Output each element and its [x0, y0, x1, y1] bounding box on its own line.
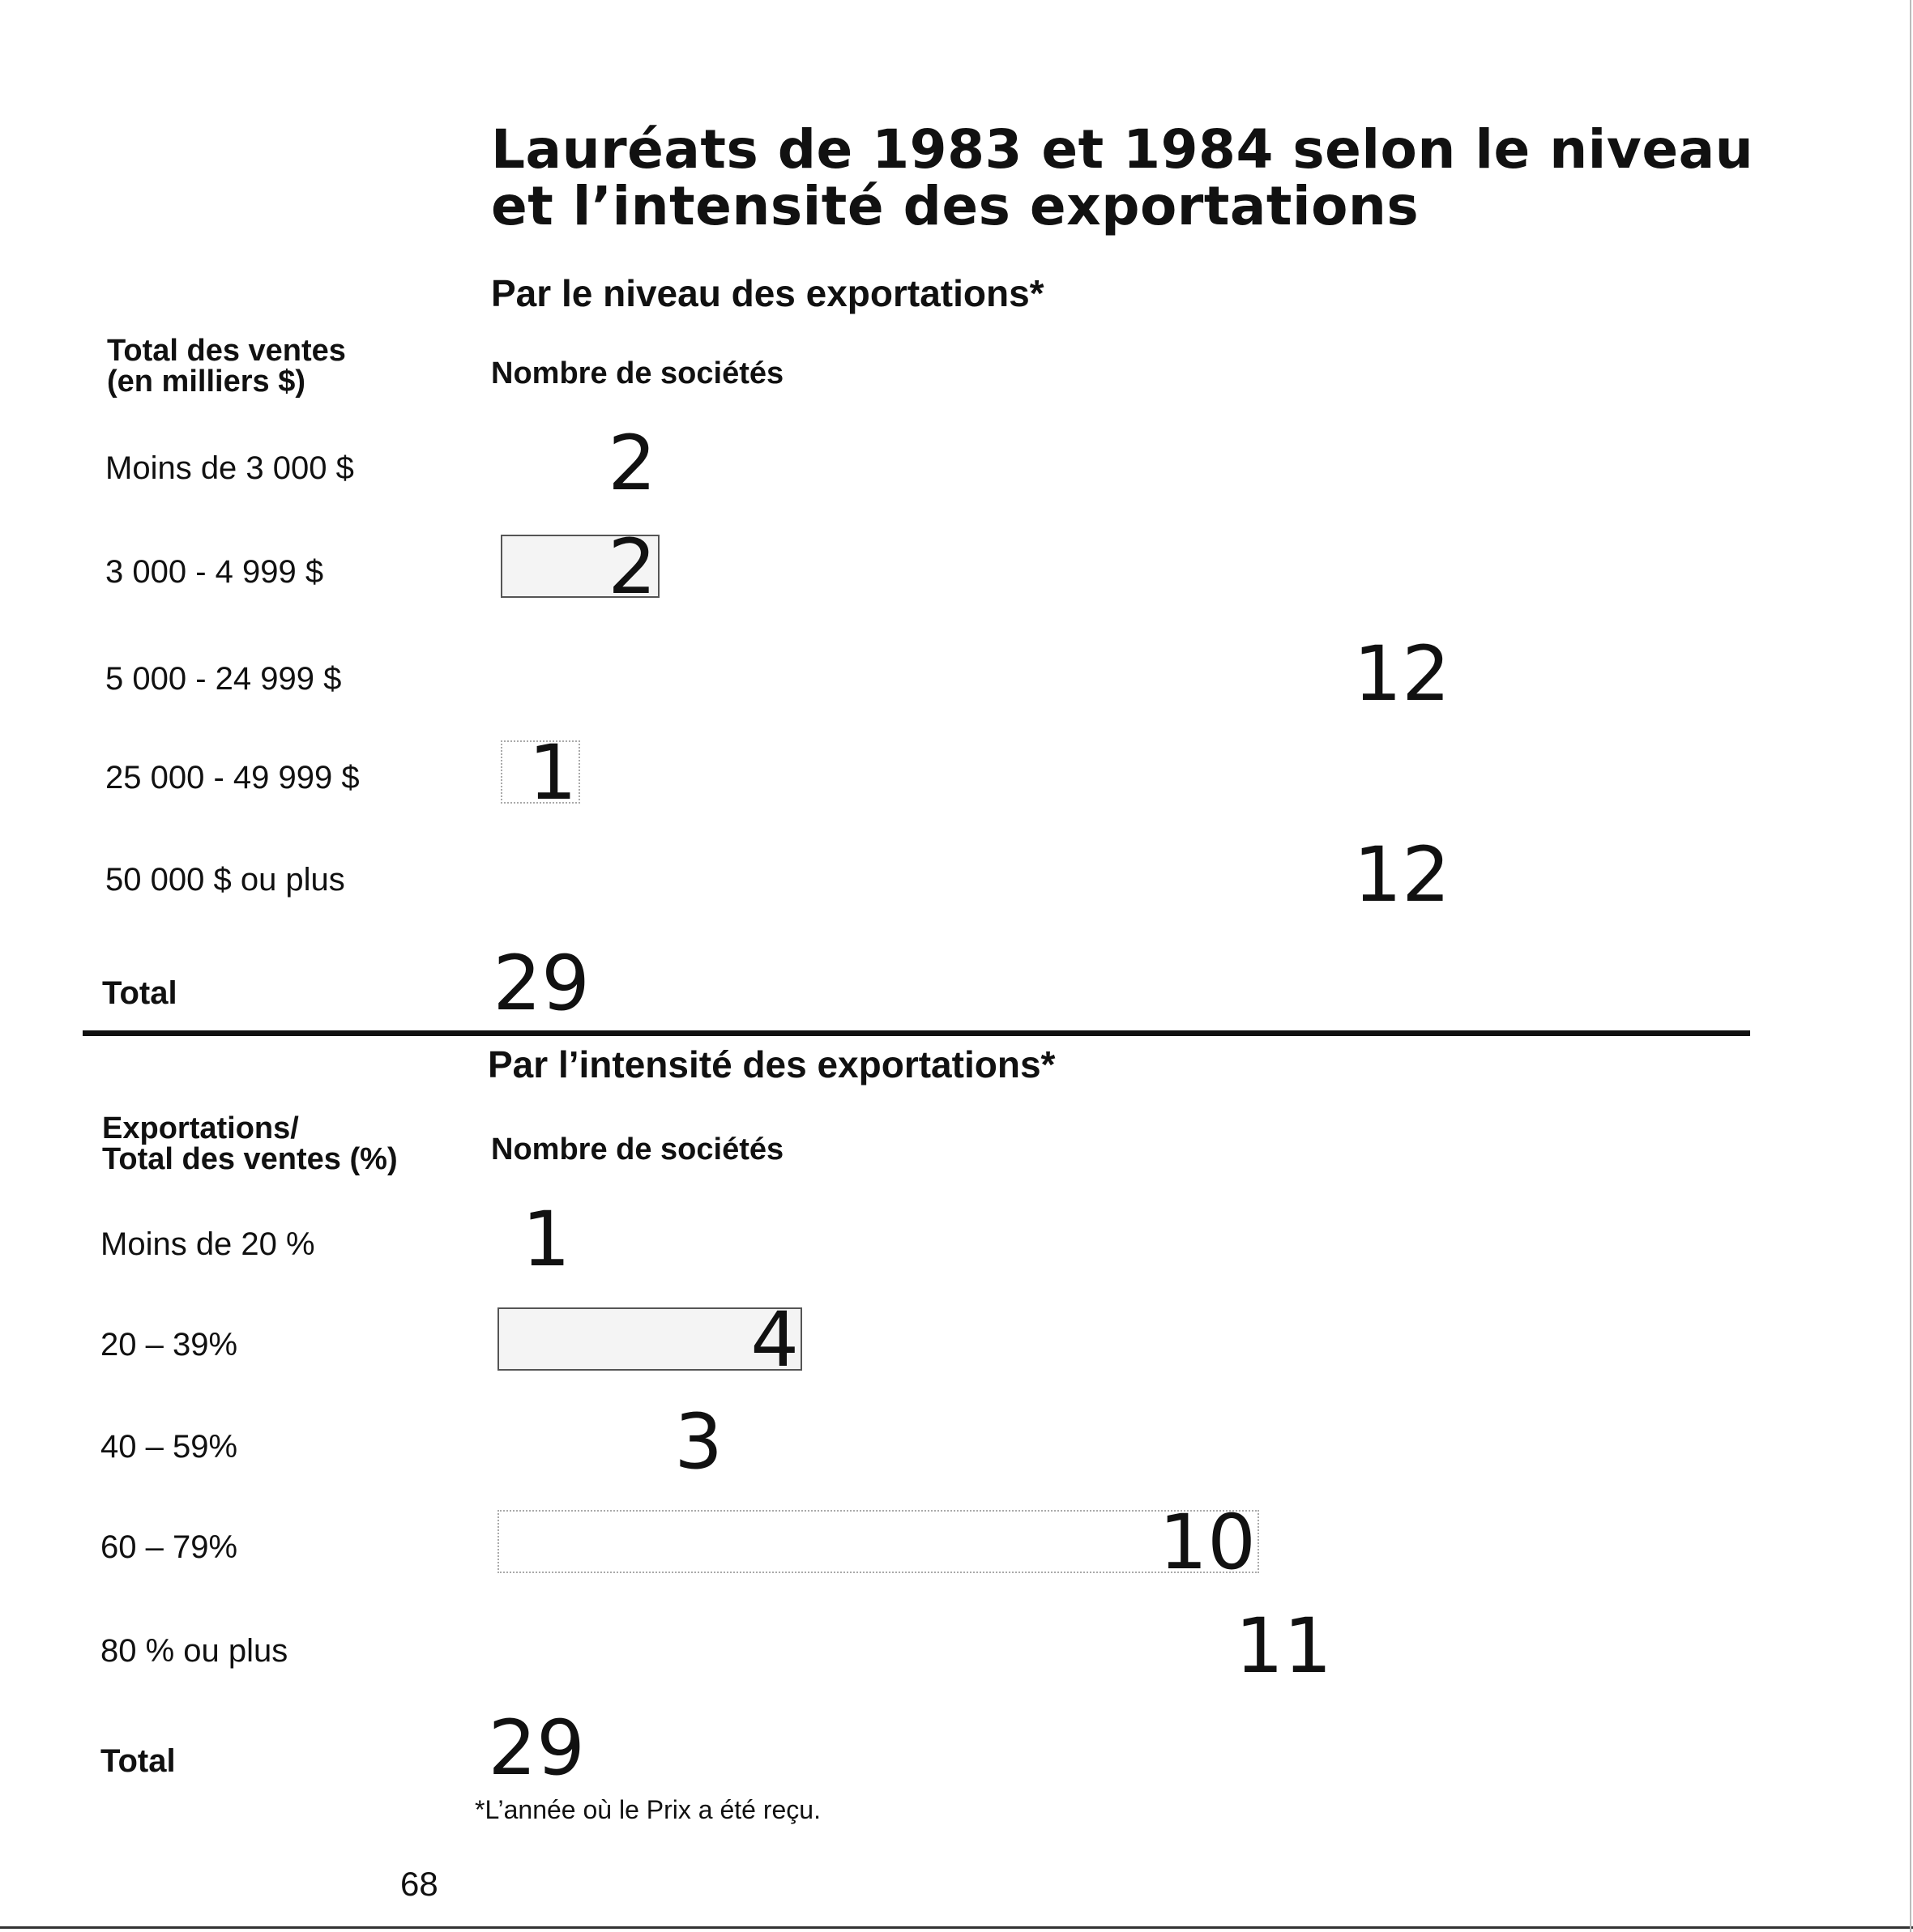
chart1-total-label: Total — [102, 975, 177, 1011]
chart2-value-label: 11 — [1235, 1602, 1332, 1691]
chart1-category-label: 25 000 - 49 999 $ — [105, 760, 360, 795]
chart1-ylabel-line1: Total des ventes — [107, 334, 346, 368]
chart1-value-label: 2 — [608, 420, 656, 508]
chart2-category-label: Moins de 20 % — [100, 1226, 315, 1262]
bottom-edge-line — [0, 1926, 1913, 1929]
chart2-bar — [497, 1510, 1259, 1573]
chart2-total-value: 29 — [488, 1704, 585, 1793]
chart1-category-label: Moins de 3 000 $ — [105, 450, 354, 486]
chart1-value-label: 12 — [1353, 630, 1450, 719]
right-edge-line — [1910, 0, 1911, 1932]
chart2-value-label: 10 — [1159, 1499, 1256, 1587]
chart2-category-label: 20 – 39% — [100, 1327, 238, 1363]
chart2-ylabel-line1: Exportations/ — [102, 1111, 299, 1145]
chart1-value-label: 2 — [608, 523, 656, 612]
chart2-category-label: 80 % ou plus — [100, 1633, 288, 1669]
section-divider — [83, 1030, 1750, 1036]
chart1-ylabel-line2: (en milliers $) — [107, 365, 305, 399]
chart2-value-label: 3 — [674, 1398, 723, 1486]
chart2-ylabel — [102, 1113, 398, 1175]
page-number: 68 — [400, 1865, 438, 1903]
chart2-total-label: Total — [100, 1743, 176, 1779]
chart2-ylabel-line2: Total des ventes (%) — [102, 1142, 398, 1176]
title-line-1: Lauréats de 1983 et 1984 selon le niveau — [491, 118, 1754, 181]
chart1-value-label: 1 — [528, 729, 577, 817]
chart2-category-label: 40 – 59% — [100, 1429, 238, 1465]
chart1-category-label: 50 000 $ ou plus — [105, 862, 345, 898]
chart1-ylabel — [107, 335, 346, 397]
title-line-2: et l’intensité des exportations — [491, 175, 1420, 237]
page-title — [491, 118, 1787, 237]
chart2-title: Par l’intensité des exportations* — [488, 1043, 1056, 1085]
footnote: *L’année où le Prix a été reçu. — [475, 1795, 821, 1824]
chart2-value-label: 1 — [522, 1196, 570, 1284]
chart1-total-value: 29 — [493, 940, 590, 1028]
chart2-category-label: 60 – 79% — [100, 1529, 238, 1565]
chart1-category-label: 5 000 - 24 999 $ — [105, 661, 342, 697]
chart1-value-label: 12 — [1353, 831, 1450, 919]
chart1-xlabel: Nombre de sociétés — [491, 356, 784, 390]
chart2-xlabel: Nombre de sociétés — [491, 1132, 784, 1166]
chart1-category-label: 3 000 - 4 999 $ — [105, 554, 324, 590]
chart2-value-label: 4 — [750, 1296, 799, 1384]
chart1-title: Par le niveau des exportations* — [491, 272, 1044, 314]
